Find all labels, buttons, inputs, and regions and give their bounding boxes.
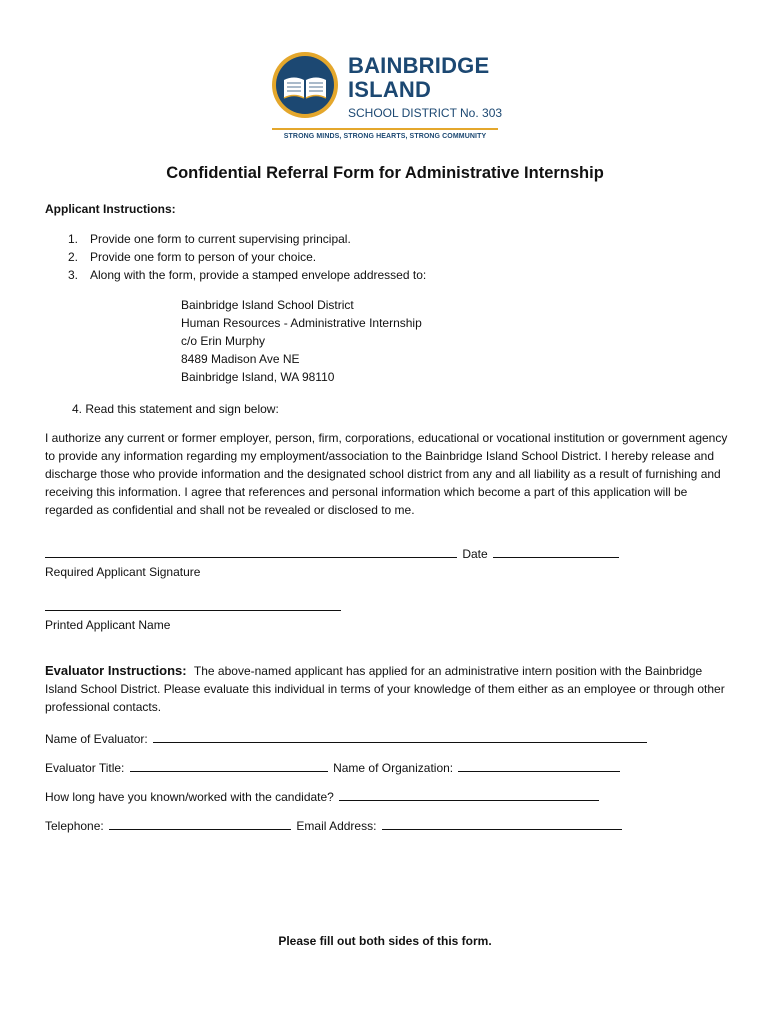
form-title: Confidential Referral Form for Administrative Internship: [166, 164, 604, 182]
telephone-field[interactable]: [109, 817, 291, 830]
evaluator-instructions-heading: Evaluator Instructions:: [45, 663, 187, 678]
email-label: Email Address:: [296, 819, 377, 833]
list-item: Provide one form to person of your choice.: [90, 250, 317, 264]
evaluator-name-field[interactable]: [153, 730, 647, 743]
date-label: Date: [462, 547, 488, 561]
district-logo: [270, 48, 510, 148]
logo-subtitle: SCHOOL DISTRICT No. 303: [348, 106, 503, 120]
printed-name-line[interactable]: [45, 598, 341, 611]
signature-row: [45, 545, 621, 563]
list-item-number: 1.: [68, 232, 79, 246]
signature-line[interactable]: [45, 545, 457, 558]
authorization-statement: I authorize any current or former employer, person, firm, corporations, educational or vocational institution or government agency to provide any information regarding my employment/association to the Bainbridge Island School District. I hereby release and discharge those who provide information and the designated school district from any and all liability as a result of furnishing and receiving this information. I agree that references and personal information which become a part of this application will be regarded as confidential and shall not be revealed or disclosed to me.: [45, 431, 728, 517]
evaluator-name-row: [45, 730, 649, 748]
address-line: Bainbridge Island, WA 98110: [181, 370, 335, 384]
address-line: c/o Erin Murphy: [181, 334, 266, 348]
duration-field[interactable]: [339, 788, 599, 801]
logo-tagline: STRONG MINDS, STRONG HEARTS, STRONG COMMUNITY: [283, 133, 487, 140]
email-field[interactable]: [382, 817, 622, 830]
evaluator-title-row: [45, 759, 622, 777]
logo-name-line1: BAINBRIDGE: [348, 53, 490, 78]
list-item-number: 2.: [68, 250, 79, 264]
date-line[interactable]: [493, 545, 619, 558]
open-book-seal-icon: [270, 50, 340, 120]
telephone-label: Telephone:: [45, 819, 104, 833]
list-item: Along with the form, provide a stamped envelope addressed to:: [90, 268, 427, 282]
duration-label: How long have you known/worked with the candidate?: [45, 790, 334, 804]
organization-label: Name of Organization:: [333, 761, 454, 775]
address-line: 8489 Madison Ave NE: [181, 352, 300, 366]
logo-divider: [272, 128, 498, 130]
evaluator-title-field[interactable]: [130, 759, 328, 772]
evaluator-instructions-text: The above-named applicant has applied for an administrative intern position with the Bainbridge Island School District. Please evaluate this individual in terms of your knowledge of them either as an employee or through other professional contacts.: [45, 664, 725, 714]
applicant-instructions-heading: Applicant Instructions:: [45, 202, 176, 216]
contact-row: [45, 817, 624, 835]
address-line: Bainbridge Island School District: [181, 298, 354, 312]
printed-name-label: Printed Applicant Name: [45, 618, 171, 632]
evaluator-title-label: Evaluator Title:: [45, 761, 125, 775]
list-item-number: 3.: [68, 268, 79, 282]
duration-row: [45, 788, 601, 806]
organization-field[interactable]: [458, 759, 620, 772]
evaluator-name-label: Name of Evaluator:: [45, 732, 148, 746]
footer-note: Please fill out both sides of this form.: [278, 934, 492, 948]
printed-name-row: [45, 598, 343, 616]
signature-label: Required Applicant Signature: [45, 565, 201, 579]
logo-name-line2: ISLAND: [348, 77, 432, 102]
evaluator-instructions: [45, 662, 735, 716]
step-four: 4. Read this statement and sign below:: [72, 402, 279, 416]
list-item: Provide one form to current supervising principal.: [90, 232, 351, 246]
address-line: Human Resources - Administrative Internship: [181, 316, 422, 330]
